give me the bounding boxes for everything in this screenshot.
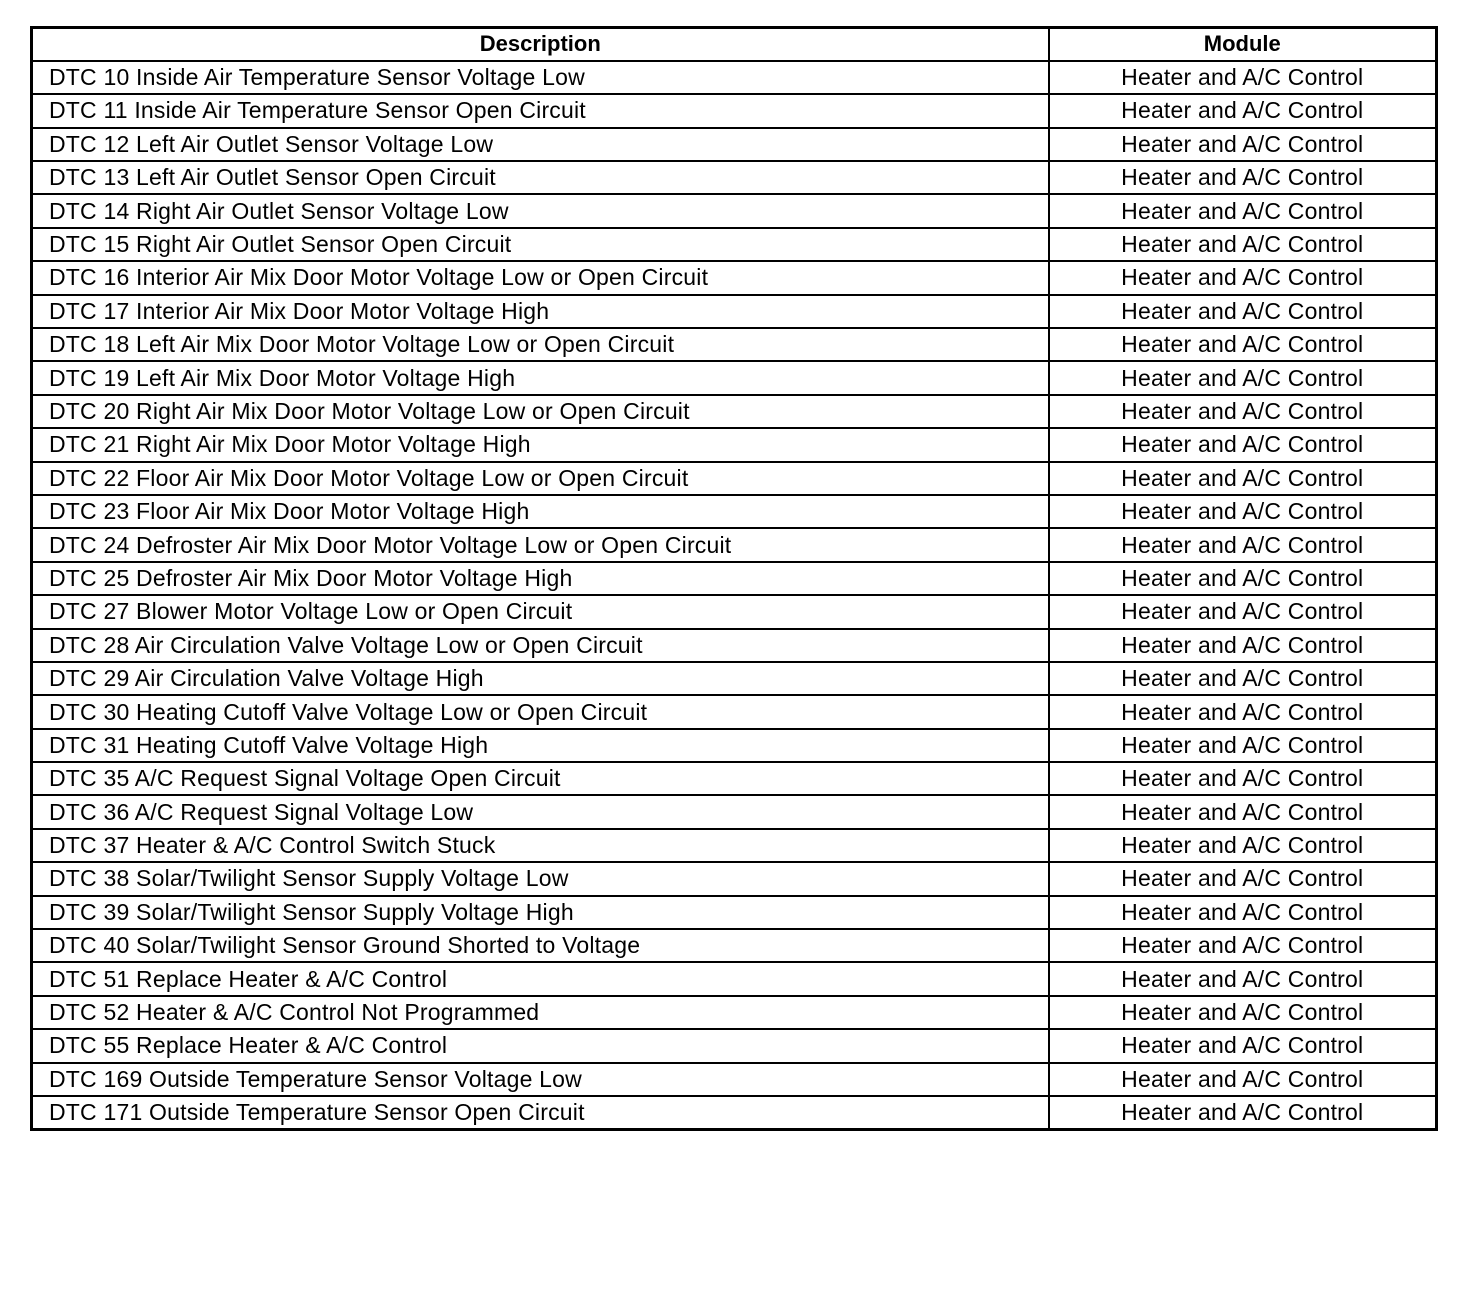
header-row	[32, 28, 1437, 61]
module-cell: Heater and A/C Control	[1049, 829, 1437, 862]
dtc-description-cell: DTC 22 Floor Air Mix Door Motor Voltage Low or Open Circuit	[32, 462, 1049, 495]
module-cell: Heater and A/C Control	[1049, 595, 1437, 628]
dtc-description-cell: DTC 38 Solar/Twilight Sensor Supply Voltage Low	[32, 862, 1049, 895]
table-row	[32, 228, 1437, 261]
dtc-description-cell: DTC 28 Air Circulation Valve Voltage Low or Open Circuit	[32, 629, 1049, 662]
dtc-description-cell: DTC 169 Outside Temperature Sensor Voltage Low	[32, 1063, 1049, 1096]
module-cell: Heater and A/C Control	[1049, 194, 1437, 227]
dtc-description-cell: DTC 14 Right Air Outlet Sensor Voltage Low	[32, 194, 1049, 227]
module-cell: Heater and A/C Control	[1049, 762, 1437, 795]
dtc-description-cell: DTC 30 Heating Cutoff Valve Voltage Low or Open Circuit	[32, 695, 1049, 728]
table-row	[32, 1029, 1437, 1062]
module-cell: Heater and A/C Control	[1049, 795, 1437, 828]
module-cell: Heater and A/C Control	[1049, 495, 1437, 528]
description-column-header: Description	[32, 28, 1049, 61]
dtc-description-cell: DTC 13 Left Air Outlet Sensor Open Circuit	[32, 161, 1049, 194]
module-column-header: Module	[1049, 28, 1437, 61]
table-row	[32, 862, 1437, 895]
table-row	[32, 528, 1437, 561]
module-cell: Heater and A/C Control	[1049, 996, 1437, 1029]
module-cell: Heater and A/C Control	[1049, 61, 1437, 94]
dtc-description-cell: DTC 39 Solar/Twilight Sensor Supply Voltage High	[32, 896, 1049, 929]
module-cell: Heater and A/C Control	[1049, 261, 1437, 294]
table-row	[32, 462, 1437, 495]
dtc-description-cell: DTC 15 Right Air Outlet Sensor Open Circuit	[32, 228, 1049, 261]
table-row	[32, 361, 1437, 394]
module-cell: Heater and A/C Control	[1049, 361, 1437, 394]
table-row	[32, 295, 1437, 328]
module-cell: Heater and A/C Control	[1049, 1096, 1437, 1129]
dtc-module-table	[30, 26, 1438, 1131]
table-row	[32, 261, 1437, 294]
table-row	[32, 1063, 1437, 1096]
table-row	[32, 61, 1437, 94]
dtc-description-cell: DTC 55 Replace Heater & A/C Control	[32, 1029, 1049, 1062]
dtc-description-cell: DTC 171 Outside Temperature Sensor Open Circuit	[32, 1096, 1049, 1129]
table-row	[32, 662, 1437, 695]
dtc-description-cell: DTC 20 Right Air Mix Door Motor Voltage Low or Open Circuit	[32, 395, 1049, 428]
table-row	[32, 328, 1437, 361]
dtc-description-cell: DTC 52 Heater & A/C Control Not Programmed	[32, 996, 1049, 1029]
module-cell: Heater and A/C Control	[1049, 1063, 1437, 1096]
table-row	[32, 395, 1437, 428]
table-row	[32, 128, 1437, 161]
dtc-description-cell: DTC 24 Defroster Air Mix Door Motor Voltage Low or Open Circuit	[32, 528, 1049, 561]
table-row	[32, 428, 1437, 461]
dtc-description-cell: DTC 11 Inside Air Temperature Sensor Open Circuit	[32, 94, 1049, 127]
dtc-description-cell: DTC 27 Blower Motor Voltage Low or Open Circuit	[32, 595, 1049, 628]
module-cell: Heater and A/C Control	[1049, 729, 1437, 762]
table-row	[32, 962, 1437, 995]
module-cell: Heater and A/C Control	[1049, 161, 1437, 194]
table-header	[32, 28, 1437, 61]
table-body	[32, 61, 1437, 1130]
module-cell: Heater and A/C Control	[1049, 629, 1437, 662]
module-cell: Heater and A/C Control	[1049, 528, 1437, 561]
table-row	[32, 495, 1437, 528]
table-row	[32, 996, 1437, 1029]
dtc-description-cell: DTC 25 Defroster Air Mix Door Motor Voltage High	[32, 562, 1049, 595]
module-cell: Heater and A/C Control	[1049, 896, 1437, 929]
module-cell: Heater and A/C Control	[1049, 962, 1437, 995]
module-cell: Heater and A/C Control	[1049, 1029, 1437, 1062]
module-cell: Heater and A/C Control	[1049, 695, 1437, 728]
module-cell: Heater and A/C Control	[1049, 929, 1437, 962]
table-row	[32, 595, 1437, 628]
module-cell: Heater and A/C Control	[1049, 562, 1437, 595]
table-row	[32, 562, 1437, 595]
module-cell: Heater and A/C Control	[1049, 428, 1437, 461]
module-cell: Heater and A/C Control	[1049, 295, 1437, 328]
table-row	[32, 161, 1437, 194]
dtc-description-cell: DTC 17 Interior Air Mix Door Motor Voltage High	[32, 295, 1049, 328]
module-cell: Heater and A/C Control	[1049, 228, 1437, 261]
dtc-description-cell: DTC 51 Replace Heater & A/C Control	[32, 962, 1049, 995]
table-row	[32, 194, 1437, 227]
dtc-description-cell: DTC 18 Left Air Mix Door Motor Voltage Low or Open Circuit	[32, 328, 1049, 361]
dtc-description-cell: DTC 19 Left Air Mix Door Motor Voltage High	[32, 361, 1049, 394]
module-cell: Heater and A/C Control	[1049, 328, 1437, 361]
dtc-description-cell: DTC 29 Air Circulation Valve Voltage High	[32, 662, 1049, 695]
table-row	[32, 896, 1437, 929]
dtc-description-cell: DTC 10 Inside Air Temperature Sensor Voltage Low	[32, 61, 1049, 94]
table-row	[32, 829, 1437, 862]
dtc-description-cell: DTC 37 Heater & A/C Control Switch Stuck	[32, 829, 1049, 862]
dtc-description-cell: DTC 35 A/C Request Signal Voltage Open Circuit	[32, 762, 1049, 795]
module-cell: Heater and A/C Control	[1049, 662, 1437, 695]
table-row	[32, 795, 1437, 828]
dtc-description-cell: DTC 12 Left Air Outlet Sensor Voltage Low	[32, 128, 1049, 161]
table-row	[32, 629, 1437, 662]
module-cell: Heater and A/C Control	[1049, 862, 1437, 895]
dtc-description-cell: DTC 36 A/C Request Signal Voltage Low	[32, 795, 1049, 828]
table-row	[32, 94, 1437, 127]
table-row	[32, 729, 1437, 762]
table-row	[32, 762, 1437, 795]
module-cell: Heater and A/C Control	[1049, 94, 1437, 127]
dtc-description-cell: DTC 23 Floor Air Mix Door Motor Voltage High	[32, 495, 1049, 528]
module-cell: Heater and A/C Control	[1049, 128, 1437, 161]
dtc-description-cell: DTC 21 Right Air Mix Door Motor Voltage High	[32, 428, 1049, 461]
table-row	[32, 929, 1437, 962]
table-row	[32, 1096, 1437, 1129]
module-cell: Heater and A/C Control	[1049, 395, 1437, 428]
dtc-description-cell: DTC 40 Solar/Twilight Sensor Ground Shorted to Voltage	[32, 929, 1049, 962]
table-row	[32, 695, 1437, 728]
dtc-description-cell: DTC 31 Heating Cutoff Valve Voltage High	[32, 729, 1049, 762]
module-cell: Heater and A/C Control	[1049, 462, 1437, 495]
dtc-description-cell: DTC 16 Interior Air Mix Door Motor Voltage Low or Open Circuit	[32, 261, 1049, 294]
